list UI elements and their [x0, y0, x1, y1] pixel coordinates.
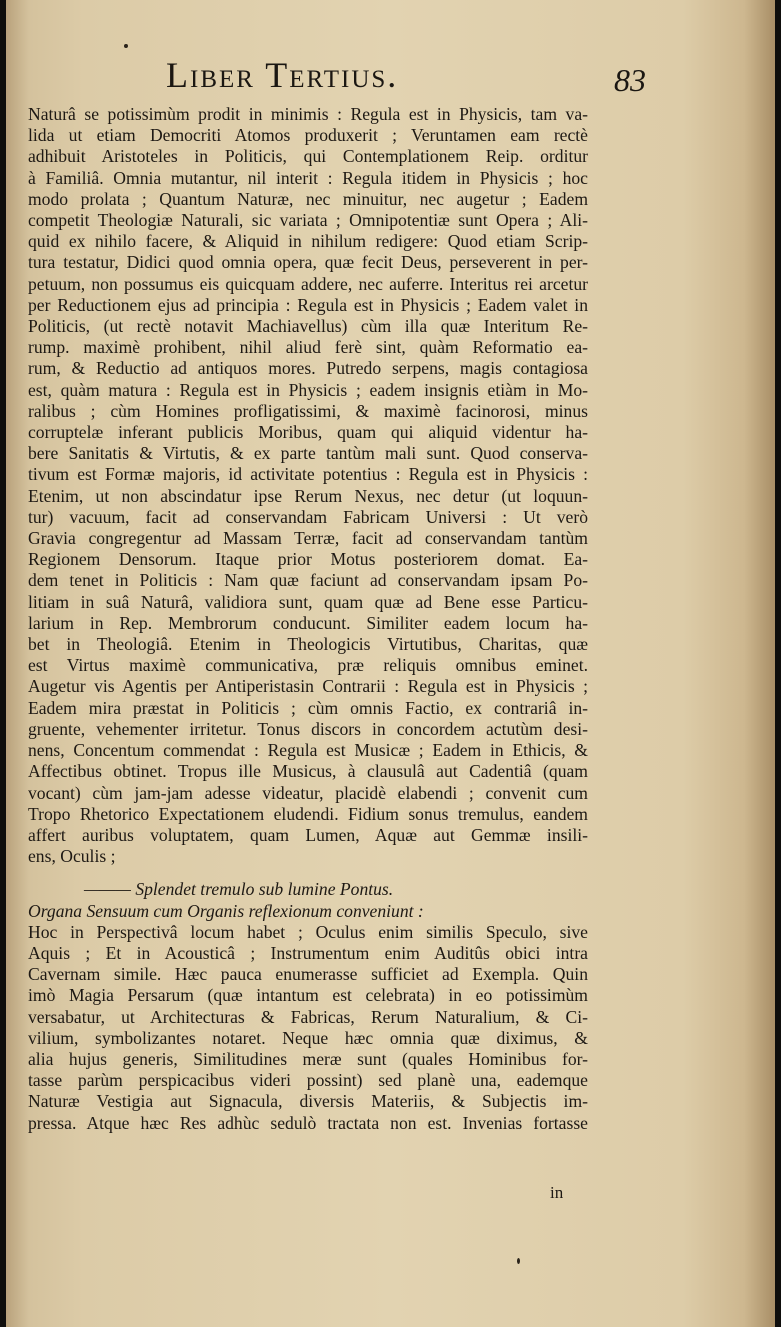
text-line: vilium, symbolizantes notaret. Neque hæc omnia quæ diximus, &: [28, 1027, 588, 1048]
text-line: Politicis, (ut rectè notavit Machiavellus) cùm illa quæ Interitum Re-: [28, 316, 588, 337]
text-line: petuum, non possumus eis quicquam addere, nec auferre. Interitus rei arcetur: [28, 273, 588, 294]
text-line: corruptelæ inferant publicis Moribus, quam qui aliquid videntur ha-: [28, 422, 588, 443]
text-line: ens, Oculis ;: [28, 846, 116, 867]
book-page: [6, 0, 775, 1327]
text-line: pressa. Atque hæc Res adhùc sedulò tractata non est. Invenias fortasse: [28, 1112, 588, 1133]
text-line: Cavernam simile. Hæc pauca enumerasse sufficiet ad Exempla. Quin: [28, 964, 588, 985]
text-line: à Familiâ. Omnia mutantur, nil interit : Regula itidem in Physicis ; hoc: [28, 167, 588, 188]
text-line: quid ex nihilo facere, & Aliquid in nihilum redigere: Quod etiam Scrip-: [28, 231, 588, 252]
ink-speck: [124, 44, 128, 48]
ink-speck: [517, 1258, 520, 1264]
text-line: Etenim, ut non abscindatur ipse Rerum Nexus, nec detur (ut loquun-: [28, 485, 588, 506]
text-line: lida ut etiam Democriti Atomos produxerit ; Veruntamen eam rectè: [28, 125, 588, 146]
text-line: tasse parùm perspicacibus videri possint) sed planè una, eademque: [28, 1070, 588, 1091]
text-line: adhibuit Aristoteles in Politicis, qui Contemplationem Reip. orditur: [28, 146, 588, 167]
text-line: Naturâ se potissimùm prodit in minimis : Regula est in Physicis, tam va-: [28, 104, 588, 124]
text-line: rum, & Reductio ad antiquos mores. Putredo serpens, magis contagiosa: [28, 358, 588, 379]
text-line: Affectibus obtinet. Tropus ille Musicus, à clausulâ aut Cadentiâ (quam: [28, 761, 588, 782]
text-line: alia hujus generis, Similitudines meræ sunt (quales Hominibus for-: [28, 1048, 588, 1069]
text-line: rump. maximè prohibent, nihil aliud ferè sint, quàm Reformatio ea-: [28, 337, 588, 358]
verse-quotation: ——— Splendet tremulo sub lumine Pontus.: [84, 879, 394, 900]
text-line: Tropo Rhetorico Expectationem eludendi. Fidium sonus tremulus, eandem: [28, 803, 588, 824]
text-line: competit Theologiæ Naturali, sic variata ; Omnipotentiæ sunt Opera ; Ali-: [28, 210, 588, 231]
text-line: larium in Rep. Membrorum conducunt. Similiter eadem locum ha-: [28, 612, 588, 633]
text-line: imò Magia Persarum (quæ intantum est celebrata) in eo potissimùm: [28, 985, 588, 1006]
text-line: tivum est Formæ majoris, id activitate potentius : Regula est in Physicis :: [28, 464, 588, 485]
text-line: Aquis ; Et in Acousticâ ; Instrumentum enim Auditûs obici intra: [28, 942, 588, 963]
text-line: affert auribus voluptatem, quam Lumen, Aquæ aut Gemmæ insili-: [28, 824, 588, 845]
text-line: tur) vacuum, facit ad conservandam Fabricam Universi : Ut verò: [28, 506, 588, 527]
text-line: bere Sanitatis & Virtutis, & ex parte tantùm mali sunt. Quod conserva-: [28, 443, 588, 464]
text-line: Organa Sensuum cum Organis reflexionum conveniunt :: [28, 900, 424, 921]
text-line: gruente, vehementer irritetur. Tonus discors in concordem actutùm desi-: [28, 718, 588, 739]
text-line: bet in Theologiâ. Etenim in Theologicis Virtutibus, Charitas, quæ: [28, 634, 588, 655]
catchword: in: [550, 1183, 564, 1202]
running-head: Liber Tertius.: [166, 55, 399, 95]
text-line: litiam in suâ Naturâ, validiora sunt, quam quæ ad Bene esse Particu-: [28, 591, 588, 612]
text-line: Eadem mira præstat in Politicis ; cùm omnis Factio, ex contrariâ in-: [28, 697, 588, 718]
text-line: versabatur, ut Architecturas & Fabricas, Rerum Naturalium, & Ci-: [28, 1006, 588, 1027]
text-line: modo prolata ; Quantum Naturæ, nec minuitur, nec augetur ; Eadem: [28, 188, 588, 209]
text-line: Regionem Densorum. Itaque prior Motus posteriorem domat. Ea-: [28, 549, 588, 570]
page-header: [6, 54, 775, 104]
text-line: vocant) cùm jam-jam adesse videatur, placidè elabendi ; convenit cum: [28, 782, 588, 803]
text-line: est, quàm matura : Regula est in Physicis ; eadem insignis etiàm in Mo-: [28, 379, 588, 400]
text-line: ralibus ; cùm Homines profligatissimi, & maximè facinorosi, minus: [28, 400, 588, 421]
text-line: per Reductionem ejus ad principia : Regula est in Physicis ; Eadem valet in: [28, 294, 588, 315]
body-text: [28, 104, 588, 1134]
text-line: est Virtus maximè communicativa, præ reliquis omnibus eminet.: [28, 655, 588, 676]
text-line: tura testatur, Didici quod omnia opera, quæ fecit Deus, perseverent in per-: [28, 252, 588, 273]
text-line: Hoc in Perspectivâ locum habet ; Oculus enim similis Speculo, sive: [28, 921, 588, 942]
text-line: Naturæ Vestigia aut Signacula, diversis Materiis, & Subjectis im-: [28, 1091, 588, 1112]
text-line: nens, Concentum commendat : Regula est Musicæ ; Eadem in Ethicis, &: [28, 740, 588, 761]
text-line: dem tenet in Politicis : Nam quæ faciunt ad conservandam ipsam Po-: [28, 570, 588, 591]
page-number: 83: [614, 62, 646, 98]
paragraph-gap: [28, 867, 588, 879]
text-line: Augetur vis Agentis per Antiperistasin Contrarii : Regula est in Physicis ;: [28, 676, 588, 697]
text-line: Gravia congregentur ad Massam Terræ, facit ad conservandam tantùm: [28, 528, 588, 549]
